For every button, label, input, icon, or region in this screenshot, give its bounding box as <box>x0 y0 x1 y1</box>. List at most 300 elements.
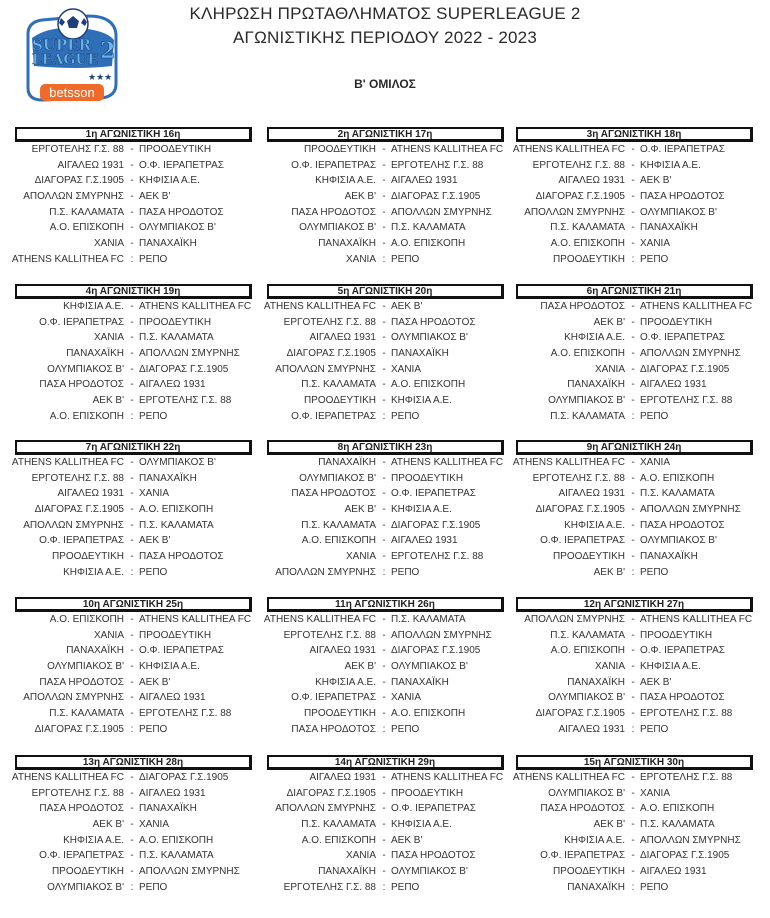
separator: - <box>130 159 134 171</box>
match-row <box>267 220 504 236</box>
away-team: ΠΑΝΑΧΑΪΚΗ <box>391 348 449 360</box>
home-team: Ο.Φ. ΙΕΡΑΠΕΤΡΑΣ <box>540 535 625 547</box>
home-team: ΑΕΚ Β' <box>344 504 376 516</box>
away-team: ΧΑΝΙΑ <box>391 363 422 375</box>
away-team: ΕΡΓΟΤΕΛΗΣ Γ.Σ. 88 <box>640 772 733 783</box>
away-team: ΡΕΠΟ <box>640 881 669 893</box>
away-team: ΠΑΣΑ ΗΡΟΔΟΤΟΣ <box>139 206 224 218</box>
separator: - <box>382 472 386 484</box>
away-team: Ο.Φ. ΙΕΡΑΠΕΤΡΑΣ <box>139 645 224 657</box>
home-team: ΑΠΟΛΛΩΝ ΣΜΥΡΝΗΣ <box>275 566 376 578</box>
away-team: ΔΙΑΓΟΡΑΣ Γ.Σ.1905 <box>640 363 730 375</box>
away-team: ATHENS KALLITHEA FC <box>391 772 504 783</box>
separator: : <box>631 253 635 265</box>
round-block <box>267 755 504 896</box>
match-row <box>267 659 504 675</box>
home-team: ΑΠΟΛΛΩΝ ΣΜΥΡΝΗΣ <box>524 614 625 625</box>
home-team: ΟΛΥΜΠΙΑΚΟΣ Β' <box>47 881 124 893</box>
away-team: ΑΙΓΑΛΕΩ 1931 <box>139 787 206 799</box>
match-row <box>15 706 252 722</box>
home-team: ΑΙΓΑΛΕΩ 1931 <box>57 159 124 171</box>
home-team: ΔΙΑΓΟΡΑΣ Γ.Σ.1905 <box>535 504 625 516</box>
separator: - <box>382 457 386 468</box>
separator: - <box>631 629 635 641</box>
home-team: Ο.Φ. ΙΕΡΑΠΕΤΡΑΣ <box>540 850 625 862</box>
home-team: ΟΛΥΜΠΙΑΚΟΣ Β' <box>548 395 625 407</box>
separator: : <box>130 881 134 893</box>
away-team: ΑΙΓΑΛΕΩ 1931 <box>139 379 206 391</box>
separator: - <box>130 629 134 641</box>
away-team: ΠΡΟΟΔΕΥΤΙΚΗ <box>391 787 464 799</box>
home-team: ΕΡΓΟΤΕΛΗΣ Γ.Σ. 88 <box>532 472 625 484</box>
home-team: Π.Σ. ΚΑΛΑΜΑΤΑ <box>550 629 625 641</box>
match-row <box>15 848 252 864</box>
match-row <box>516 393 753 409</box>
separator: - <box>382 395 386 407</box>
match-row <box>516 518 753 534</box>
home-team: ΑΠΟΛΛΩΝ ΣΜΥΡΝΗΣ <box>23 692 124 704</box>
match-row <box>15 362 252 378</box>
away-team: ΑΠΟΛΛΩΝ ΣΜΥΡΝΗΣ <box>640 504 741 516</box>
home-team: ΧΑΝΙΑ <box>345 551 376 563</box>
separator: - <box>382 504 386 516</box>
away-team: ΠΑΣΑ ΗΡΟΔΟΤΟΣ <box>640 692 725 704</box>
home-team: Α.Ο. ΕΠΙΣΚΟΠΗ <box>49 222 124 234</box>
home-team: ΠΡΟΟΔΕΥΤΙΚΗ <box>552 866 625 878</box>
separator: - <box>130 661 134 673</box>
home-team: Ο.Φ. ΙΕΡΑΠΕΤΡΑΣ <box>291 410 376 422</box>
match-row <box>267 455 504 471</box>
match-row <box>15 486 252 502</box>
away-team: Ο.Φ. ΙΕΡΑΠΕΤΡΑΣ <box>640 332 725 344</box>
separator: - <box>382 614 386 625</box>
separator: - <box>631 803 635 815</box>
separator: - <box>130 803 134 815</box>
match-row <box>15 533 252 549</box>
away-team: ΕΡΓΟΤΕΛΗΣ Γ.Σ. 88 <box>391 159 484 171</box>
home-team: Ο.Φ. ΙΕΡΑΠΕΤΡΑΣ <box>39 535 124 547</box>
match-row <box>15 864 252 880</box>
match-row <box>516 220 753 236</box>
home-team: ΧΑΝΙΑ <box>93 238 124 250</box>
match-row <box>15 549 252 565</box>
home-team: ΑΙΓΑΛΕΩ 1931 <box>309 645 376 657</box>
home-team: ΠΡΟΟΔΕΥΤΙΚΗ <box>552 253 625 265</box>
match-row <box>516 205 753 221</box>
away-team: ΠΑΝΑΧΑΪΚΗ <box>640 551 698 563</box>
separator: - <box>130 692 134 704</box>
home-team: ΧΑΝΙΑ <box>594 661 625 673</box>
away-team: ΧΑΝΙΑ <box>139 819 170 831</box>
separator: - <box>382 551 386 563</box>
match-row <box>516 252 753 268</box>
home-team: Π.Σ. ΚΑΛΑΜΑΤΑ <box>301 379 376 391</box>
away-team: ΠΑΝΑΧΑΪΚΗ <box>139 472 197 484</box>
round-title: 4η ΑΓΩΝΙΣΤΙΚΗ 19η <box>15 284 252 299</box>
separator: : <box>382 253 386 265</box>
away-team: ΡΕΠΟ <box>640 253 669 265</box>
away-team: Ο.Φ. ΙΕΡΑΠΕΤΡΑΣ <box>391 803 476 815</box>
separator: - <box>631 504 635 516</box>
separator: - <box>130 645 134 657</box>
home-team: ΧΑΝΙΑ <box>93 332 124 344</box>
separator: - <box>382 144 386 155</box>
svg-text:★★★: ★★★ <box>88 72 113 82</box>
away-team: ΟΛΥΜΠΙΑΚΟΣ Β' <box>391 332 468 344</box>
away-team: ΧΑΝΙΑ <box>640 457 671 468</box>
away-team: ATHENS KALLITHEA FC <box>139 301 252 312</box>
match-row <box>516 299 753 315</box>
away-team: Α.Ο. ΕΠΙΣΚΟΠΗ <box>640 472 715 484</box>
home-team: ΠΑΝΑΧΑΪΚΗ <box>567 881 625 893</box>
home-team: ΑΠΟΛΛΩΝ ΣΜΥΡΝΗΣ <box>23 519 124 531</box>
away-team: ΑΙΓΑΛΕΩ 1931 <box>640 866 707 878</box>
match-row <box>15 299 252 315</box>
separator: - <box>382 191 386 203</box>
match-row <box>267 690 504 706</box>
home-team: ΧΑΝΙΑ <box>594 363 625 375</box>
away-team: ΠΑΝΑΧΑΪΚΗ <box>391 676 449 688</box>
match-row <box>267 549 504 565</box>
separator: - <box>382 206 386 218</box>
away-team: ΧΑΝΙΑ <box>139 488 170 500</box>
match-row <box>15 786 252 802</box>
home-team: ΑΕΚ Β' <box>92 819 124 831</box>
home-team: Α.Ο. ΕΠΙΣΚΟΠΗ <box>49 614 124 625</box>
round-block <box>263 284 504 425</box>
away-team: Π.Σ. ΚΑΛΑΜΑΤΑ <box>139 519 214 531</box>
separator: - <box>382 692 386 704</box>
separator: - <box>631 222 635 234</box>
separator: - <box>130 379 134 391</box>
match-row <box>516 628 753 644</box>
away-team: ΕΡΓΟΤΕΛΗΣ Γ.Σ. 88 <box>640 395 733 407</box>
away-team: ΚΗΦΙΣΙΑ Α.Ε. <box>640 661 701 673</box>
home-team: ΑΠΟΛΛΩΝ ΣΜΥΡΝΗΣ <box>524 206 625 218</box>
match-row <box>267 628 504 644</box>
away-team: Ο.Φ. ΙΕΡΑΠΕΤΡΑΣ <box>139 159 224 171</box>
match-row <box>516 502 753 518</box>
separator: - <box>382 676 386 688</box>
separator: - <box>631 348 635 360</box>
away-team: ΚΗΦΙΣΙΑ Α.Ε. <box>139 661 200 673</box>
match-row <box>15 880 252 896</box>
match-row <box>516 675 753 691</box>
round-title: 12η ΑΓΩΝΙΣΤΙΚΗ 27η <box>516 597 753 612</box>
match-row <box>267 362 504 378</box>
away-team: ΠΡΟΟΔΕΥΤΙΚΗ <box>139 629 212 641</box>
home-team: ΑΙΓΑΛΕΩ 1931 <box>57 488 124 500</box>
home-team: ΟΛΥΜΠΙΑΚΟΣ Β' <box>548 787 625 799</box>
home-team: Π.Σ. ΚΑΛΑΜΑΤΑ <box>49 708 124 720</box>
away-team: ΠΑΣΑ ΗΡΟΔΟΤΟΣ <box>139 551 224 563</box>
home-team: ΠΑΣΑ ΗΡΟΔΟΤΟΣ <box>540 301 625 312</box>
separator: - <box>631 645 635 657</box>
match-row <box>15 205 252 221</box>
home-team: ΑΙΓΑΛΕΩ 1931 <box>558 723 625 735</box>
away-team: Π.Σ. ΚΑΛΑΜΑΤΑ <box>139 332 214 344</box>
separator: - <box>130 332 134 344</box>
away-team: ΔΙΑΓΟΡΑΣ Γ.Σ.1905 <box>640 850 730 862</box>
home-team: Α.Ο. ΕΠΙΣΚΟΠΗ <box>550 348 625 360</box>
separator: - <box>631 535 635 547</box>
match-row <box>15 330 252 346</box>
superleague-logo-icon <box>18 4 128 108</box>
separator: - <box>130 519 134 531</box>
away-team: ΠΡΟΟΔΕΥΤΙΚΗ <box>391 472 464 484</box>
match-row <box>516 533 753 549</box>
match-row <box>267 315 504 331</box>
separator: - <box>130 772 134 783</box>
separator: - <box>631 144 635 155</box>
match-row <box>15 722 252 738</box>
away-team: Ο.Φ. ΙΕΡΑΠΕΤΡΑΣ <box>640 645 725 657</box>
match-row <box>267 565 504 581</box>
home-team: ΔΙΑΓΟΡΑΣ Γ.Σ.1905 <box>535 191 625 203</box>
away-team: ΟΛΥΜΠΙΑΚΟΣ Β' <box>640 206 717 218</box>
home-team: ΟΛΥΜΠΙΑΚΟΣ Β' <box>548 692 625 704</box>
separator: - <box>130 787 134 799</box>
superleague2-logo <box>18 4 128 108</box>
match-row <box>267 533 504 549</box>
match-row <box>516 315 753 331</box>
separator: : <box>631 881 635 893</box>
separator: - <box>130 191 134 203</box>
home-team: Π.Σ. ΚΑΛΑΜΑΤΑ <box>49 206 124 218</box>
separator: - <box>631 379 635 391</box>
round-block <box>263 597 504 738</box>
home-team: ΠΡΟΟΔΕΥΤΙΚΗ <box>51 866 124 878</box>
away-team: Π.Σ. ΚΑΛΑΜΑΤΑ <box>391 222 466 234</box>
match-row <box>267 158 504 174</box>
group-label: Β' ΟΜΙΛΟΣ <box>354 77 416 91</box>
round-title: 1η ΑΓΩΝΙΣΤΙΚΗ 16η <box>15 127 252 142</box>
match-row <box>263 299 504 315</box>
home-team: ΟΛΥΜΠΙΑΚΟΣ Β' <box>299 222 376 234</box>
home-team: ΕΡΓΟΤΕΛΗΣ Γ.Σ. 88 <box>283 881 376 893</box>
match-row <box>512 770 753 786</box>
away-team: ΕΡΓΟΤΕΛΗΣ Γ.Σ. 88 <box>139 708 232 720</box>
separator: - <box>631 472 635 484</box>
separator: - <box>631 316 635 328</box>
home-team: ΑΠΟΛΛΩΝ ΣΜΥΡΝΗΣ <box>275 803 376 815</box>
away-team: Α.Ο. ΕΠΙΣΚΟΠΗ <box>139 834 214 846</box>
home-team: Ο.Φ. ΙΕΡΑΠΕΤΡΑΣ <box>39 850 124 862</box>
home-team: ΟΛΥΜΠΙΑΚΟΣ Β' <box>47 661 124 673</box>
away-team: ΑΠΟΛΛΩΝ ΣΜΥΡΝΗΣ <box>640 348 741 360</box>
match-row <box>516 643 753 659</box>
separator: - <box>130 535 134 547</box>
away-team: ΡΕΠΟ <box>391 410 420 422</box>
away-team: ΚΗΦΙΣΙΑ Α.Ε. <box>391 504 452 516</box>
home-team: Α.Ο. ΕΠΙΣΚΟΠΗ <box>301 535 376 547</box>
match-row <box>267 486 504 502</box>
match-row <box>15 189 252 205</box>
home-team: ΠΡΟΟΔΕΥΤΙΚΗ <box>303 708 376 720</box>
separator: - <box>130 222 134 234</box>
match-row <box>15 142 252 158</box>
away-team: ΑΕΚ Β' <box>139 535 171 547</box>
match-row <box>11 770 252 786</box>
home-team: ΚΗΦΙΣΙΑ Α.Ε. <box>63 566 124 578</box>
separator: - <box>631 850 635 862</box>
home-team: ΑΙΓΑΛΕΩ 1931 <box>558 488 625 500</box>
away-team: ΚΗΦΙΣΙΑ Α.Ε. <box>391 395 452 407</box>
away-team: ΠΑΝΑΧΑΪΚΗ <box>139 238 197 250</box>
separator: - <box>631 661 635 673</box>
round-title: 15η ΑΓΩΝΙΣΤΙΚΗ 30η <box>516 755 753 770</box>
separator: - <box>382 222 386 234</box>
separator: - <box>382 316 386 328</box>
home-team: ΔΙΑΓΟΡΑΣ Γ.Σ.1905 <box>286 348 376 360</box>
home-team: ΠΡΟΟΔΕΥΤΙΚΗ <box>51 551 124 563</box>
match-row <box>267 675 504 691</box>
match-row <box>516 549 753 565</box>
home-team: ΕΡΓΟΤΕΛΗΣ Γ.Σ. 88 <box>31 472 124 484</box>
separator: - <box>130 472 134 484</box>
away-team: ΡΕΠΟ <box>391 723 420 735</box>
separator: - <box>631 551 635 563</box>
away-team: Π.Σ. ΚΑΛΑΜΑΤΑ <box>139 850 214 862</box>
separator: - <box>130 551 134 563</box>
match-row <box>15 346 252 362</box>
match-row <box>267 471 504 487</box>
separator: : <box>382 881 386 893</box>
separator: - <box>631 834 635 846</box>
match-row <box>516 880 753 896</box>
match-row <box>267 722 504 738</box>
separator: - <box>130 676 134 688</box>
home-team: ΚΗΦΙΣΙΑ Α.Ε. <box>63 834 124 846</box>
separator: - <box>130 614 134 625</box>
home-team: ΔΙΑΓΟΡΑΣ Γ.Σ.1905 <box>535 708 625 720</box>
match-row <box>516 864 753 880</box>
away-team: Α.Ο. ΕΠΙΣΚΟΠΗ <box>139 504 214 516</box>
round-title: 2η ΑΓΩΝΙΣΤΙΚΗ 17η <box>267 127 504 142</box>
away-team: ΔΙΑΓΟΡΑΣ Γ.Σ.1905 <box>391 519 481 531</box>
home-team: Π.Σ. ΚΑΛΑΜΑΤΑ <box>301 519 376 531</box>
match-row <box>267 864 504 880</box>
away-team: ΡΕΠΟ <box>640 410 669 422</box>
home-team: ΕΡΓΟΤΕΛΗΣ Γ.Σ. 88 <box>532 159 625 171</box>
match-row <box>516 330 753 346</box>
home-team: ΑΕΚ Β' <box>344 661 376 673</box>
round-block <box>516 597 753 738</box>
home-team: ΑΙΓΑΛΕΩ 1931 <box>558 175 625 187</box>
away-team: ATHENS KALLITHEA FC <box>640 614 753 625</box>
separator: - <box>130 708 134 720</box>
away-team: ΡΕΠΟ <box>640 566 669 578</box>
match-row <box>267 142 504 158</box>
separator: - <box>631 787 635 799</box>
away-team: Α.Ο. ΕΠΙΣΚΟΠΗ <box>391 379 466 391</box>
separator: - <box>382 363 386 375</box>
home-team: ΑΠΟΛΛΩΝ ΣΜΥΡΝΗΣ <box>23 191 124 203</box>
home-team: ΠΑΝΑΧΑΪΚΗ <box>318 238 376 250</box>
separator: - <box>130 457 134 468</box>
home-team: ΕΡΓΟΤΕΛΗΣ Γ.Σ. 88 <box>283 316 376 328</box>
separator: : <box>382 566 386 578</box>
separator: - <box>382 348 386 360</box>
separator: - <box>631 519 635 531</box>
round-title: 6η ΑΓΩΝΙΣΤΙΚΗ 21η <box>516 284 753 299</box>
round-block <box>512 127 753 268</box>
round-title: 14η ΑΓΩΝΙΣΤΙΚΗ 29η <box>267 755 504 770</box>
match-row <box>15 628 252 644</box>
home-team: Α.Ο. ΕΠΙΣΚΟΠΗ <box>49 410 124 422</box>
home-team: ΠΑΣΑ ΗΡΟΔΟΤΟΣ <box>39 803 124 815</box>
away-team: ΟΛΥΜΠΙΑΚΟΣ Β' <box>391 866 468 878</box>
away-team: ΠΑΣΑ ΗΡΟΔΟΤΟΣ <box>391 850 476 862</box>
away-team: ΔΙΑΓΟΡΑΣ Γ.Σ.1905 <box>391 191 481 203</box>
match-row <box>516 659 753 675</box>
separator: : <box>130 723 134 735</box>
home-team: ΑΕΚ Β' <box>593 819 625 831</box>
match-row <box>516 801 753 817</box>
match-row <box>516 786 753 802</box>
away-team: ΟΛΥΜΠΙΑΚΟΣ Β' <box>139 222 216 234</box>
svg-text:SUPER: SUPER <box>32 36 92 54</box>
away-team: ΠΡΟΟΔΕΥΤΙΚΗ <box>640 629 713 641</box>
home-team: ΠΑΣΑ ΗΡΟΔΟΤΟΣ <box>291 488 376 500</box>
home-team: ΚΗΦΙΣΙΑ Α.Ε. <box>63 301 124 312</box>
away-team: ΑΕΚ Β' <box>139 191 171 203</box>
home-team: ΚΗΦΙΣΙΑ Α.Ε. <box>564 332 625 344</box>
round-title: 8η ΑΓΩΝΙΣΤΙΚΗ 23η <box>267 440 504 455</box>
separator: - <box>631 238 635 250</box>
separator: - <box>382 488 386 500</box>
away-team: ΟΛΥΜΠΙΑΚΟΣ Β' <box>640 535 717 547</box>
home-team: ΠΡΟΟΔΕΥΤΙΚΗ <box>552 551 625 563</box>
separator: - <box>130 395 134 407</box>
away-team: ΡΕΠΟ <box>139 566 168 578</box>
separator: - <box>631 692 635 704</box>
away-team: Α.Ο. ΕΠΙΣΚΟΠΗ <box>391 238 466 250</box>
home-team: Α.Ο. ΕΠΙΣΚΟΠΗ <box>550 645 625 657</box>
separator: - <box>631 363 635 375</box>
separator: - <box>631 866 635 878</box>
round-block <box>267 127 504 268</box>
away-team: ΕΡΓΟΤΕΛΗΣ Γ.Σ. 88 <box>640 708 733 720</box>
away-team: ΡΕΠΟ <box>391 566 420 578</box>
away-team: ΡΕΠΟ <box>139 723 168 735</box>
away-team: ΡΕΠΟ <box>391 253 420 265</box>
away-team: ΑΕΚ Β' <box>640 175 672 187</box>
round-title: 5η ΑΓΩΝΙΣΤΙΚΗ 20η <box>267 284 504 299</box>
separator: - <box>130 301 134 312</box>
home-team: ΠΑΣΑ ΗΡΟΔΟΤΟΣ <box>540 803 625 815</box>
match-row <box>15 502 252 518</box>
away-team: ΠΡΟΟΔΕΥΤΙΚΗ <box>139 316 212 328</box>
match-row <box>516 362 753 378</box>
separator: - <box>631 175 635 187</box>
home-team: Π.Σ. ΚΑΛΑΜΑΤΑ <box>301 819 376 831</box>
home-team: ΑΠΟΛΛΩΝ ΣΜΥΡΝΗΣ <box>275 363 376 375</box>
separator: - <box>631 772 635 783</box>
round-block <box>11 440 252 581</box>
separator: - <box>631 819 635 831</box>
away-team: ΡΕΠΟ <box>640 723 669 735</box>
away-team: Ο.Φ. ΙΕΡΑΠΕΤΡΑΣ <box>640 144 725 155</box>
match-row <box>516 817 753 833</box>
away-team: ΔΙΑΓΟΡΑΣ Γ.Σ.1905 <box>139 363 229 375</box>
home-team: ATHENS KALLITHEA FC <box>11 253 124 265</box>
match-row <box>15 675 252 691</box>
separator: - <box>130 488 134 500</box>
separator: - <box>130 175 134 187</box>
separator: - <box>382 772 386 783</box>
away-team: Α.Ο. ΕΠΙΣΚΟΠΗ <box>640 803 715 815</box>
